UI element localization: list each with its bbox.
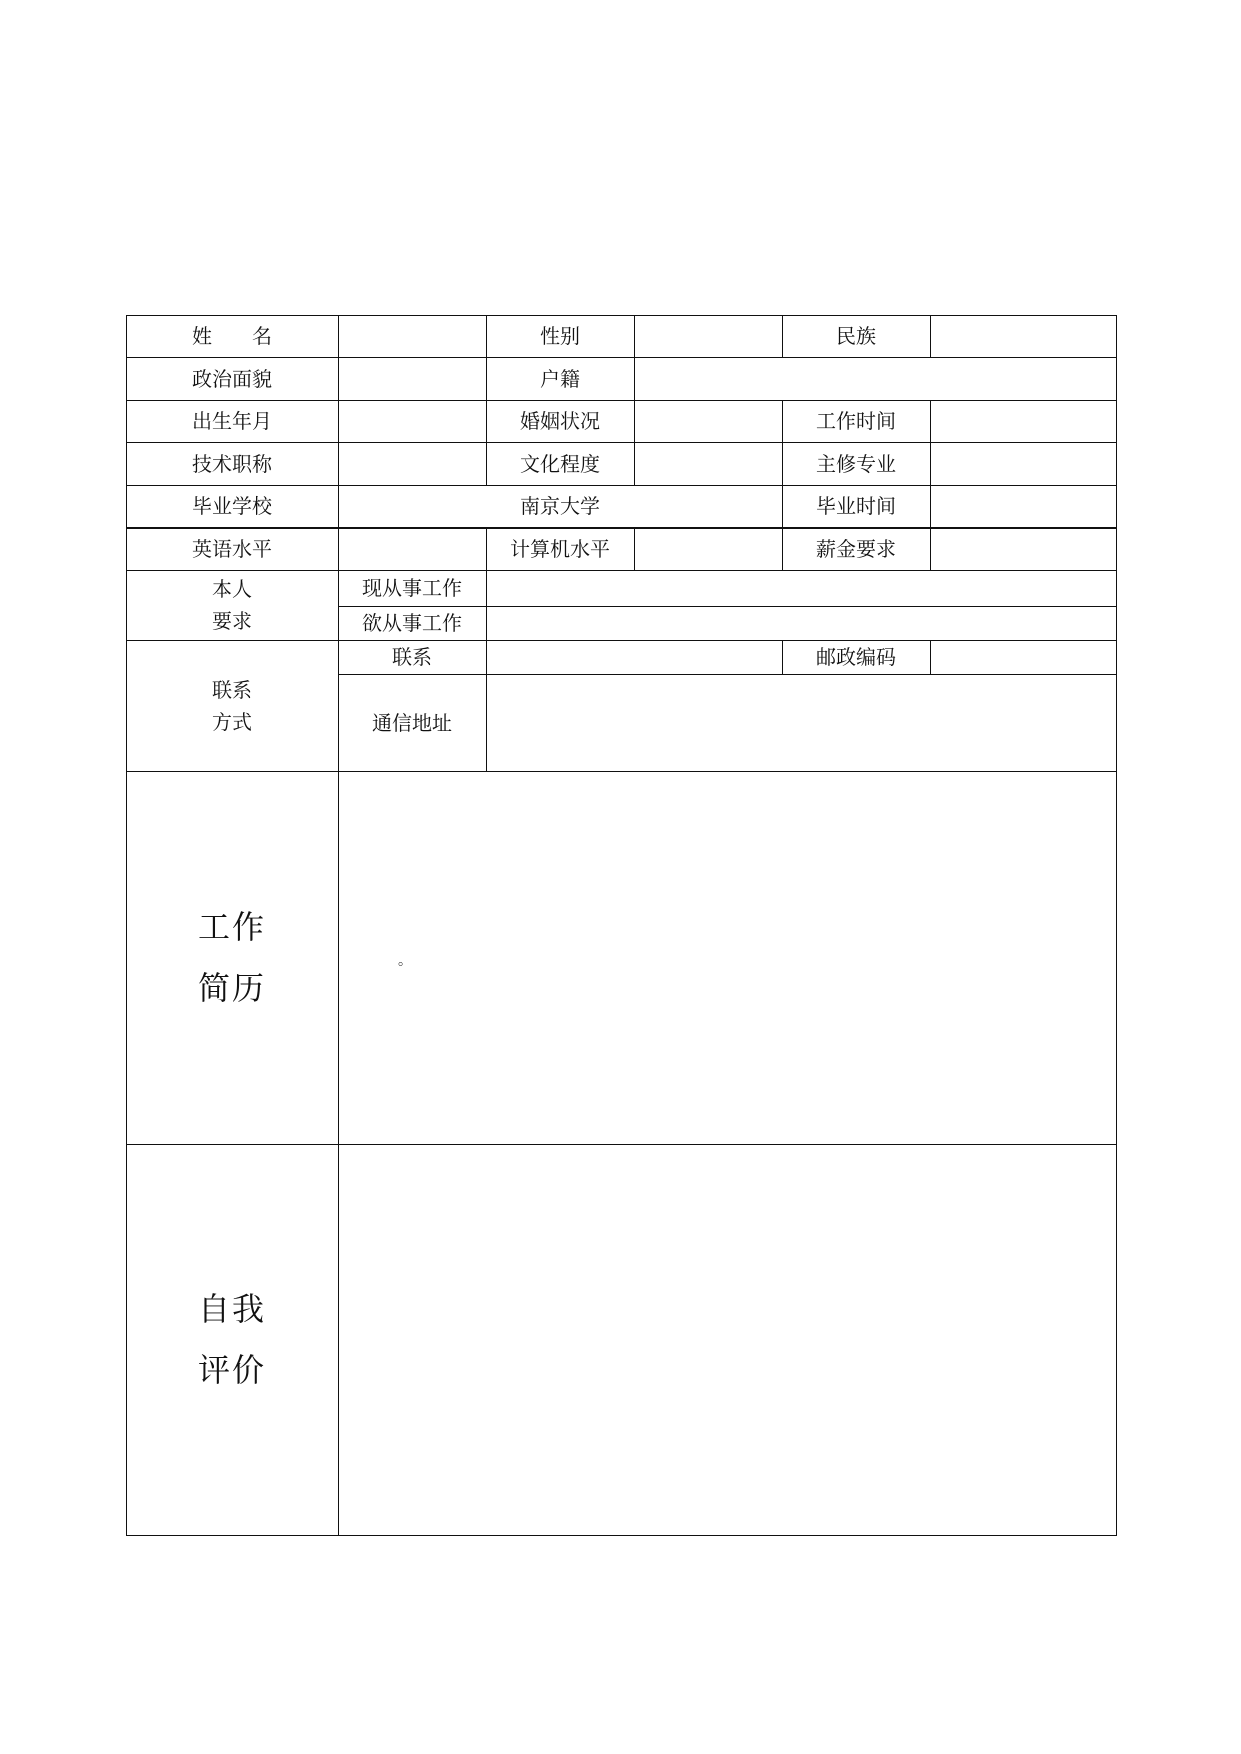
salary-requirement-label: 薪金要求 (816, 536, 896, 561)
education-label: 文化程度 (520, 451, 600, 476)
table-border-right (1116, 315, 1117, 1536)
graduation-time-value[interactable] (930, 485, 1116, 527)
current-job-label: 现从事工作 (362, 576, 462, 600)
ethnicity-label: 民族 (836, 324, 876, 348)
graduate-school-value[interactable]: 南京大学 (520, 494, 600, 518)
gender-label: 性别 (540, 324, 580, 348)
self-requirement-label (126, 570, 338, 640)
salary-requirement-value[interactable] (930, 527, 1116, 570)
birth-date-value[interactable] (338, 400, 486, 442)
contact-method-label (126, 640, 338, 771)
work-time-label: 工作时间 (816, 409, 896, 433)
postal-code-label: 邮政编码 (816, 645, 896, 669)
political-status-value[interactable] (338, 357, 486, 400)
technical-title-value[interactable] (338, 442, 486, 485)
self-evaluation-line-1: 自我 (197, 1290, 266, 1329)
work-history-mark: 。 (398, 953, 412, 969)
name-label: 姓 名 (192, 324, 272, 348)
gender-value[interactable] (634, 315, 782, 357)
technical-title-label: 技术职称 (192, 451, 272, 476)
mailing-address-label: 通信地址 (372, 710, 452, 735)
contact-value[interactable] (486, 640, 782, 674)
major-value[interactable] (930, 442, 1116, 485)
marital-status-label: 婚姻状况 (520, 409, 600, 433)
computer-level-label: 计算机水平 (510, 536, 610, 561)
household-registration-value[interactable] (634, 357, 1116, 400)
english-level-label: 英语水平 (192, 536, 272, 561)
ethnicity-value[interactable] (930, 315, 1116, 357)
contact-label: 联系 (392, 645, 432, 669)
self-evaluation-label (126, 1144, 338, 1535)
education-value[interactable] (634, 442, 782, 485)
self-requirement-line-1: 本人 (212, 577, 252, 601)
postal-code-value[interactable] (930, 640, 1116, 674)
name-value[interactable] (338, 315, 486, 357)
work-history-content[interactable] (338, 771, 1116, 1144)
self-evaluation-line-2: 评价 (197, 1350, 266, 1389)
work-history-line-2: 简历 (197, 968, 266, 1007)
self-requirement-line-2: 要求 (212, 609, 252, 633)
contact-method-line-1: 联系 (212, 677, 252, 702)
desired-job-label: 欲从事工作 (362, 611, 462, 635)
marital-status-value[interactable] (634, 400, 782, 442)
current-job-value[interactable] (486, 570, 1116, 606)
table-border-bottom (126, 1535, 1116, 1536)
self-evaluation-content[interactable] (338, 1144, 1116, 1535)
desired-job-value[interactable] (486, 606, 1116, 640)
mailing-address-value[interactable] (486, 674, 1116, 771)
english-level-value[interactable] (338, 527, 486, 570)
major-label: 主修专业 (816, 451, 896, 476)
political-status-label: 政治面貌 (192, 366, 272, 391)
household-registration-label: 户籍 (540, 366, 580, 391)
contact-method-line-2: 方式 (212, 709, 252, 734)
work-time-value[interactable] (930, 400, 1116, 442)
graduate-school-label: 毕业学校 (192, 494, 272, 518)
work-history-label (126, 771, 338, 1144)
computer-level-value[interactable] (634, 527, 782, 570)
resume-form (126, 315, 1116, 1535)
birth-date-label: 出生年月 (192, 409, 272, 433)
graduation-time-label: 毕业时间 (816, 494, 896, 518)
work-history-line-1: 工作 (197, 908, 266, 947)
